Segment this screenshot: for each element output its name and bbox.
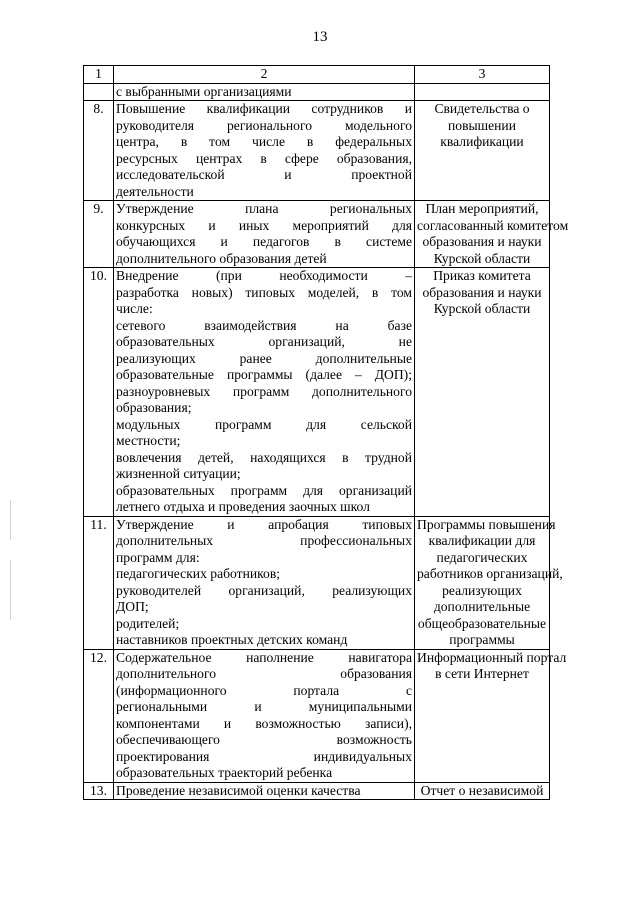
text-line: реализующих ранее дополнительные [116,350,412,366]
text-line: местности; [116,433,181,448]
row-number-cell [84,83,114,101]
text-line: дополнительного образования [116,666,412,681]
text-line: проектирования индивидуальных [116,748,412,764]
activity-cell [114,782,415,800]
result-cell [415,83,550,101]
scan-margin-mark [10,560,11,620]
plan-table [83,65,569,800]
result-line: Курской области [433,301,531,316]
result-cell [415,649,567,782]
text-line: центра, в том числе в федеральных [116,134,412,149]
result-line: в сети Интернет [435,666,529,681]
text-line: Повышение квалификации сотрудников и [116,101,412,116]
text-line: образовательных траекторий ребенка [116,765,333,780]
result-cell [415,268,550,517]
scan-margin-mark [10,500,11,540]
header-cell-2: 2 [114,66,415,84]
continuation-row [84,83,550,101]
text-line: образования; [116,400,192,415]
text-line: модульных программ для сельской [116,416,412,432]
text-line: Проведение независимой оценки качества [116,782,361,798]
text-line: наставников проектных детских команд [116,632,348,647]
text-line: педагогических работников; [116,566,281,581]
page-number: 13 [312,29,328,45]
row-number-cell: 13. [84,782,114,800]
text-line: дополнительных профессиональных [116,533,412,548]
result-cell [415,101,550,201]
row-number-cell: 11. [84,516,114,649]
table-row [84,201,550,268]
result-line: дополнительные [433,599,531,614]
result-line: План мероприятий, [425,201,539,216]
result-line: квалификации [440,134,524,149]
table-row [84,649,550,782]
text-line: летнего отдыха и проведения заочных школ [116,499,370,514]
result-line: Программы повышения [417,516,556,532]
text-line: образовательных программ для организаций [116,482,412,498]
result-line: образования и науки [422,284,542,300]
result-line: программы [449,632,515,647]
header-row [84,66,550,84]
result-line: Курской области [433,250,531,266]
result-line: общеобразовательные [417,615,547,631]
result-line: Свидетельства о [434,101,530,116]
activity-cell [114,101,415,201]
activity-cell [114,268,415,517]
text-line: Утверждение и апробация типовых [116,516,412,532]
result-cell [415,516,563,649]
text-line: обеспечивающего возможность [116,732,412,747]
table-row [84,782,550,800]
text-line: руководителя регионального модельного [116,117,412,133]
text-line: Утверждение плана региональных [116,201,412,216]
result-line: Приказ комитета [433,268,531,283]
text-line: Содержательное наполнение навигатора [116,649,412,665]
text-line: сетевого взаимодействия на базе [116,317,412,333]
table-row [84,268,550,517]
result-line: повышении [448,117,516,133]
plan-table-body [84,66,569,800]
text-line: деятельности [116,183,194,199]
text-line: образовательные программы (далее – ДОП); [116,367,412,382]
activity-cell [114,201,415,268]
text-line: программ для: [116,549,200,565]
result-line: квалификации для [428,533,536,548]
text-line: разработка новых) типовых моделей, в том [116,284,412,300]
result-line: Информационный портал [417,649,567,665]
text-line: с выбранными организациями [116,83,292,99]
result-line: Отчет о независимой [420,782,544,798]
text-line: обучающихся и педагогов в системе [116,234,412,249]
text-line: конкурсных и иных мероприятий для [116,217,412,233]
text-line: компонентами и возможностью записи), [116,715,412,731]
text-line: региональными и муниципальными [116,699,412,714]
table-row [84,101,550,201]
result-line: реализующих [442,582,522,598]
table-row [84,516,550,649]
row-number-cell: 9. [84,201,114,268]
activity-cell [114,516,415,649]
text-line: ресурсных центрах в сфере образования, [116,150,412,166]
text-line: вовлечения детей, находящихся в трудной [116,449,412,465]
text-line: родителей; [116,615,180,631]
text-line: руководителей организаций, реализующих [116,582,412,598]
header-cell-1: 1 [84,66,114,84]
activity-cell [114,649,415,782]
result-line: образования и науки [422,234,542,249]
text-line: (информационного портала с [116,682,412,698]
row-number-cell: 8. [84,101,114,201]
row-number-cell: 10. [84,268,114,517]
result-cell [415,201,569,268]
result-line: работников организаций, [417,566,563,581]
result-line: педагогических [436,549,528,565]
text-line: исследовательской и проектной [116,167,412,182]
header-cell-3: 3 [415,66,550,84]
text-line: Внедрение (при необходимости – [116,268,412,283]
activity-cell [114,83,415,101]
text-line: разноуровневых программ дополнительного [116,383,412,399]
text-line: жизненной ситуации; [116,466,241,481]
result-cell [415,782,550,800]
text-line: образовательных организаций, не [116,334,412,349]
text-line: ДОП; [116,599,149,614]
row-number-cell: 12. [84,649,114,782]
result-line: согласованный комитетом [417,217,569,233]
text-line: дополнительного образования детей [116,250,327,266]
text-line: числе: [116,301,153,316]
